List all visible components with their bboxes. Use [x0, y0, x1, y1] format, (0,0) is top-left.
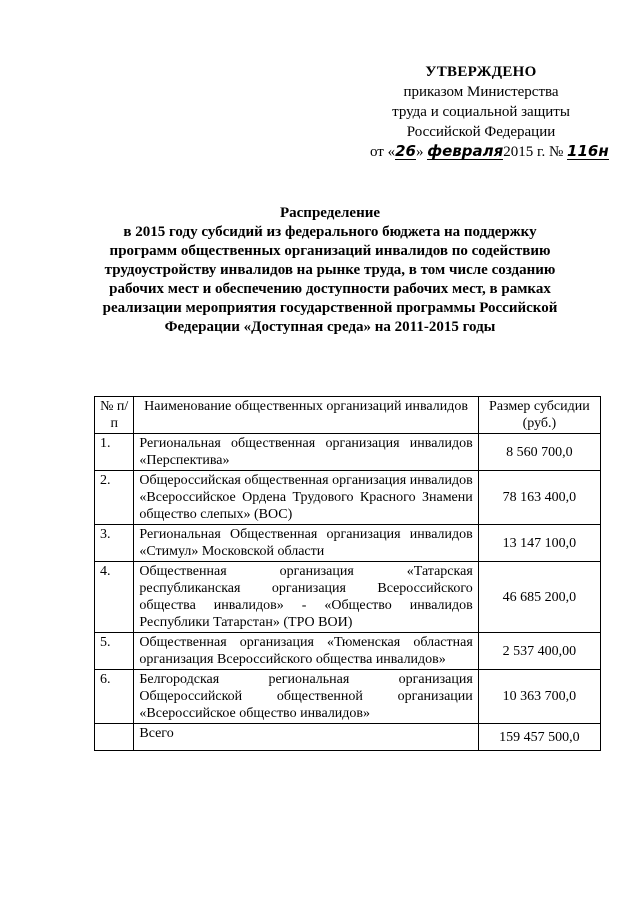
row-num: 2. — [95, 471, 134, 525]
order-prefix: от « — [370, 144, 396, 160]
title-line: Распределение — [279, 205, 381, 221]
total-num-cell — [95, 724, 134, 751]
row-name: Региональная общественная организация инвалидов «Перспектива» — [134, 434, 478, 471]
row-name: Общероссийская общественная организация инвалидов «Всероссийское Ордена Трудового Красного Знамени общество слепых» (ВОС) — [134, 471, 478, 525]
row-num: 3. — [95, 525, 134, 562]
title-line: трудоустройству инвалидов на рынке труда, в том числе созданию — [104, 262, 556, 278]
table-row — [95, 670, 601, 724]
row-name: Региональная Общественная организация инвалидов «Стимул» Московской области — [134, 525, 478, 562]
document-title — [90, 204, 570, 337]
approval-stamp — [356, 62, 609, 162]
table-row — [95, 562, 601, 633]
table-total-row — [95, 724, 601, 751]
row-amount: 2 537 400,00 — [478, 633, 600, 670]
title-line: реализации мероприятия государственной программы Российской — [102, 300, 558, 316]
order-sep: » — [415, 144, 424, 160]
header-num: № п/п — [95, 397, 134, 434]
table-row — [95, 434, 601, 471]
order-date-line — [356, 142, 609, 162]
header-amount: Размер субсидии (руб.) — [478, 397, 600, 434]
row-num: 5. — [95, 633, 134, 670]
approval-line-1: приказом Министерства — [403, 84, 559, 100]
table-row — [95, 525, 601, 562]
title-line: программ общественных организаций инвалидов по содействию — [109, 243, 551, 259]
row-name: Белгородская региональная организация Общероссийской общественной организации «Всероссийское общество инвалидов» — [134, 670, 478, 724]
header-name: Наименование общественных организаций инвалидов — [134, 397, 478, 434]
title-line: в 2015 году субсидий из федерального бюджета на поддержку — [123, 224, 537, 240]
row-amount: 78 163 400,0 — [478, 471, 600, 525]
order-number: 116н — [567, 142, 609, 160]
approval-heading: УТВЕРЖДЕНО — [425, 64, 537, 80]
order-day: 26 — [395, 142, 416, 160]
row-amount: 10 363 700,0 — [478, 670, 600, 724]
row-amount: 46 685 200,0 — [478, 562, 600, 633]
table-row — [95, 471, 601, 525]
table-header-row — [95, 397, 601, 434]
approval-line-2: труда и социальной защиты — [392, 104, 570, 120]
order-year: 2015 г. № — [503, 144, 564, 160]
row-num: 1. — [95, 434, 134, 471]
row-amount: 8 560 700,0 — [478, 434, 600, 471]
table-row — [95, 633, 601, 670]
title-line: Федерации «Доступная среда» на 2011-2015 годы — [164, 319, 496, 335]
row-num: 4. — [95, 562, 134, 633]
total-amount: 159 457 500,0 — [478, 724, 600, 751]
total-label: Всего — [134, 724, 478, 751]
title-line: рабочих мест и обеспечению доступности рабочих мест, в рамках — [109, 281, 551, 297]
subsidy-table — [94, 396, 601, 751]
row-amount: 13 147 100,0 — [478, 525, 600, 562]
row-name: Общественная организация «Татарская республиканская организация Всероссийского общества инвалидов» - «Общество инвалидов Республики Татарстан» (ТРО ВОИ) — [134, 562, 478, 633]
order-month: февраля — [427, 142, 504, 160]
row-num: 6. — [95, 670, 134, 724]
row-name: Общественная организация «Тюменская областная организация Всероссийского общества инвалидов» — [134, 633, 478, 670]
approval-line-3: Российской Федерации — [406, 124, 556, 140]
